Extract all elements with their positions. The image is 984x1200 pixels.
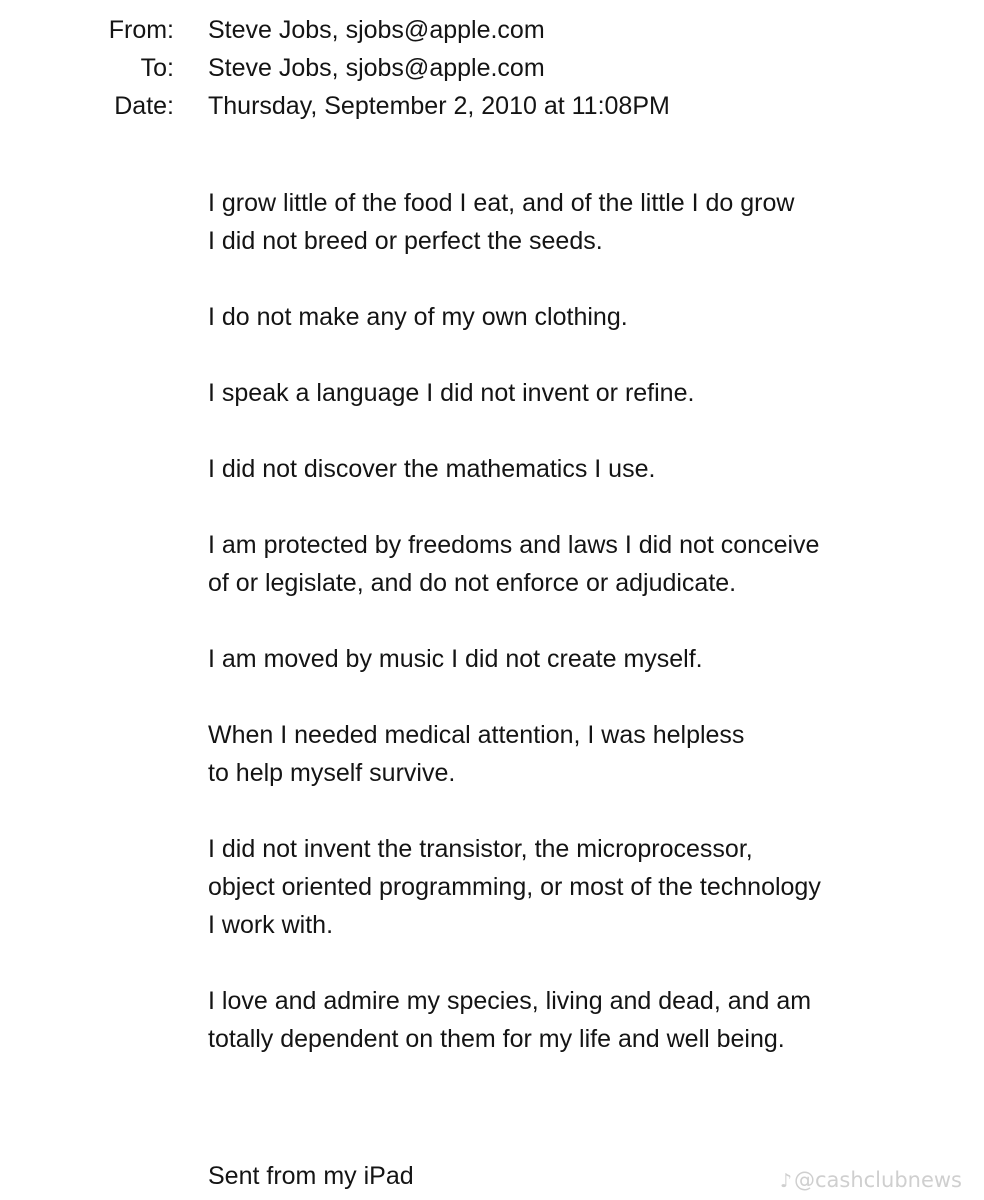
paragraph-line: I do not make any of my own clothing. — [208, 303, 628, 331]
date-row — [0, 90, 984, 128]
paragraph-line: When I needed medical attention, I was helpless — [208, 721, 745, 749]
paragraph-line: of or legislate, and do not enforce or adjudicate. — [208, 569, 737, 597]
paragraph-line: I did not discover the mathematics I use. — [208, 455, 656, 483]
date-label: Date: — [114, 92, 174, 120]
tiktok-icon: ♪ — [779, 1170, 792, 1192]
paragraph-line: I love and admire my species, living and dead, and am — [208, 987, 812, 1015]
to-row — [0, 52, 984, 90]
paragraph-line: object oriented programming, or most of the technology — [208, 873, 821, 901]
email-signature: Sent from my iPad — [208, 1162, 414, 1190]
email-body — [208, 184, 948, 1058]
email-paragraph — [208, 830, 948, 944]
email-paragraph — [208, 982, 948, 1058]
paragraph-line: I am moved by music I did not create myself. — [208, 645, 703, 673]
to-label: To: — [140, 54, 174, 82]
paragraph-line: I did not breed or perfect the seeds. — [208, 227, 603, 255]
email-paragraph — [208, 298, 948, 336]
email-paragraph — [208, 526, 948, 602]
to-value: Steve Jobs, sjobs@apple.com — [208, 54, 545, 82]
paragraph-line: I work with. — [208, 911, 334, 939]
email-paragraph — [208, 640, 948, 678]
paragraph-line: I did not invent the transistor, the microprocessor, — [208, 835, 753, 863]
paragraph-line: to help myself survive. — [208, 759, 456, 787]
watermark — [780, 1168, 962, 1192]
email-paragraph — [208, 716, 948, 792]
paragraph-line: totally dependent on them for my life and well being. — [208, 1025, 785, 1053]
paragraph-line: I am protected by freedoms and laws I did not conceive — [208, 531, 820, 559]
from-row — [0, 14, 984, 52]
email-paragraph — [208, 450, 948, 488]
from-label: From: — [108, 16, 174, 44]
date-value: Thursday, September 2, 2010 at 11:08PM — [208, 92, 670, 120]
email-header — [0, 14, 984, 128]
paragraph-line: I speak a language I did not invent or refine. — [208, 379, 695, 407]
from-value: Steve Jobs, sjobs@apple.com — [208, 16, 545, 44]
email-paragraph — [208, 374, 948, 412]
email-paragraph — [208, 184, 948, 260]
watermark-handle: @cashclubnews — [793, 1168, 962, 1192]
paragraph-line: I grow little of the food I eat, and of the little I do grow — [208, 189, 795, 217]
